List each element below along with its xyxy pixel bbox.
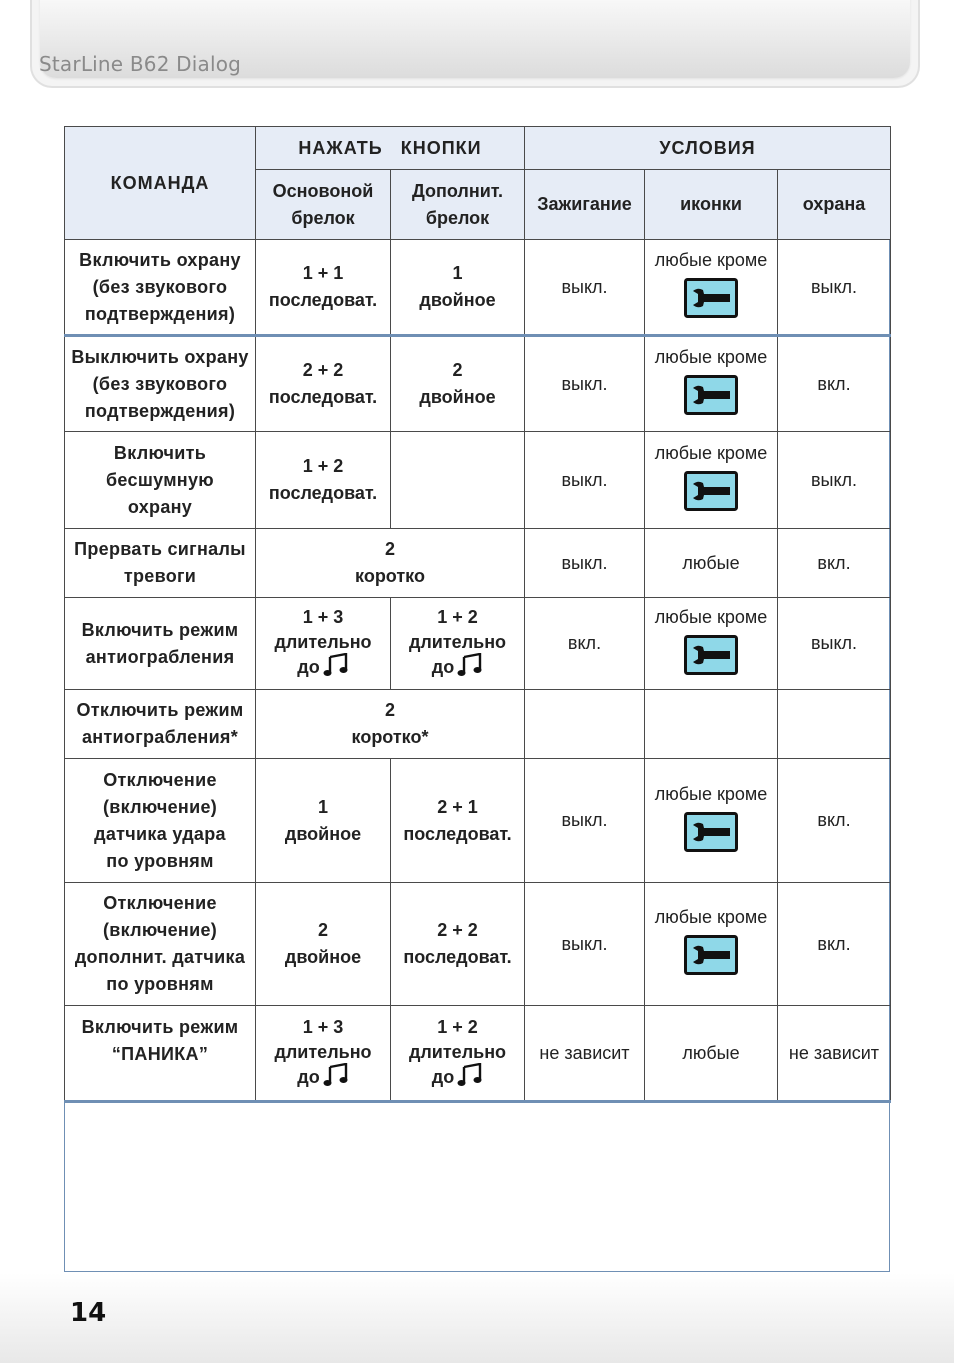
icons-cell	[645, 336, 778, 432]
icons-cell	[645, 432, 778, 529]
ignition-cell	[525, 690, 645, 759]
command-line: Прервать сигналы	[74, 539, 246, 559]
command-line: Отключить режим	[76, 700, 244, 720]
button-combo: 2	[317, 920, 328, 940]
button-combo: 2	[384, 700, 395, 720]
guard-cell: вкл.	[778, 759, 891, 883]
header-icons: иконки	[645, 170, 778, 240]
command-cell	[65, 432, 256, 529]
command-line: подтверждения)	[84, 303, 236, 324]
guard-cell: выкл.	[778, 598, 891, 690]
button-mode: двойное	[284, 823, 362, 844]
command-cell	[65, 529, 256, 598]
main-fob-cell	[256, 336, 391, 432]
header-ignition: Зажигание	[525, 170, 645, 240]
extra-fob-cell	[391, 598, 525, 690]
extra-fob-cell	[391, 336, 525, 432]
icons-cell	[645, 690, 778, 759]
guard-cell: не зависит	[778, 1006, 891, 1102]
button-mode: последоват.	[268, 290, 378, 310]
extra-fob-cell	[391, 1006, 525, 1102]
music-note-icon	[457, 653, 483, 683]
header-press-buttons: НАЖАТЬ КНОПКИ	[256, 127, 525, 170]
button-mode: последоват.	[268, 387, 378, 407]
command-line: охрану	[127, 496, 193, 517]
extra-fob-cell	[391, 240, 525, 336]
button-mode: длительно	[408, 632, 507, 652]
guard-cell: вкл.	[778, 529, 891, 598]
command-line: Включить охрану	[79, 249, 241, 270]
guard-cell	[778, 690, 891, 759]
ignition-cell: вкл.	[525, 598, 645, 690]
music-note-icon	[323, 653, 349, 683]
button-mode: двойное	[284, 947, 362, 967]
until-label: до	[431, 1066, 455, 1087]
button-mode: длительно	[274, 632, 372, 652]
table-row	[65, 529, 891, 598]
button-mode: длительно	[408, 1041, 507, 1062]
command-line: бесшумную	[106, 469, 214, 490]
button-mode: коротко	[355, 566, 425, 586]
wrench-icon	[684, 471, 738, 519]
until-label: до	[297, 656, 320, 677]
header-conditions: УСЛОВИЯ	[525, 127, 891, 170]
icons-cell	[645, 759, 778, 883]
button-mode: двойное	[419, 387, 496, 407]
header-main-fob	[256, 170, 391, 240]
wrench-icon	[684, 375, 738, 423]
command-line: Включить режим	[81, 1017, 239, 1037]
wrench-icon	[684, 278, 738, 326]
main-fob-cell	[256, 759, 391, 883]
page-number: 14	[70, 1298, 107, 1328]
button-combo: 1 + 3	[302, 1016, 344, 1037]
icons-cell	[645, 240, 778, 336]
ignition-cell: выкл.	[525, 529, 645, 598]
table-row	[65, 883, 891, 1006]
main-fob-cell	[256, 240, 391, 336]
button-combo: 1 + 2	[437, 1016, 478, 1037]
footer-shade	[0, 1273, 954, 1363]
command-line: Включить режим	[81, 619, 239, 640]
table-row	[65, 598, 891, 690]
command-line: (без звукового	[92, 276, 228, 297]
table-row	[65, 432, 891, 529]
guard-cell: выкл.	[778, 432, 891, 529]
icons-label: любые кроме	[654, 606, 768, 627]
icons-cell: любые	[645, 529, 778, 598]
music-note-icon	[457, 1063, 483, 1093]
button-combo: 2	[452, 360, 463, 380]
table-row	[65, 240, 891, 336]
command-line: (без звукового	[92, 373, 228, 394]
button-combo: 1 + 2	[302, 456, 344, 476]
command-cell	[65, 883, 256, 1006]
command-line: (включение)	[102, 920, 218, 940]
command-line: антиограбления	[85, 646, 235, 667]
ignition-cell: выкл.	[525, 432, 645, 529]
button-combo: 2 + 2	[302, 360, 344, 380]
until-signal	[256, 1063, 390, 1093]
command-line: тревоги	[123, 566, 197, 586]
icons-label: любые кроме	[654, 347, 768, 367]
extra-fob-cell	[391, 759, 525, 883]
button-combo: 1	[317, 796, 328, 817]
header-main-fob-line2: брелок	[291, 207, 355, 228]
command-line: по уровням	[106, 974, 214, 994]
both-fobs-cell	[256, 690, 525, 759]
header-guard: охрана	[778, 170, 891, 240]
guard-cell: выкл.	[778, 240, 891, 336]
button-mode: двойное	[419, 290, 496, 310]
command-table	[64, 126, 891, 1103]
guard-cell: вкл.	[778, 336, 891, 432]
wrench-icon	[684, 635, 738, 683]
command-line: Отключение	[103, 769, 217, 790]
header-extra-fob-line2: брелок	[425, 207, 490, 228]
main-fob-cell	[256, 1006, 391, 1102]
header-command: КОМАНДА	[65, 127, 256, 240]
until-signal	[256, 653, 390, 683]
command-line: дополнит. датчика	[74, 947, 246, 967]
command-line: “ПАНИКА”	[111, 1044, 209, 1064]
extra-fob-cell	[391, 432, 525, 529]
button-combo: 2 + 2	[437, 920, 478, 940]
extra-fob-cell	[391, 883, 525, 1006]
button-combo: 2	[384, 539, 395, 559]
table-row	[65, 336, 891, 432]
header-extra-fob-line1: Дополнит.	[411, 180, 504, 201]
command-line: (включение)	[102, 796, 218, 817]
button-mode: длительно	[274, 1041, 372, 1062]
header-main-fob-line1: Основоной	[272, 180, 374, 201]
icons-cell	[645, 598, 778, 690]
table-row	[65, 690, 891, 759]
both-fobs-cell	[256, 529, 525, 598]
command-line: Выключить охрану	[71, 346, 249, 367]
command-cell	[65, 240, 256, 336]
until-signal	[391, 653, 524, 683]
button-combo: 1 + 1	[302, 263, 344, 283]
main-fob-cell	[256, 598, 391, 690]
button-mode: коротко*	[351, 727, 429, 747]
command-line: датчика удара	[94, 823, 226, 844]
ignition-cell: выкл.	[525, 336, 645, 432]
icons-label: любые кроме	[654, 783, 768, 804]
wrench-icon	[684, 935, 738, 983]
icons-label: любые кроме	[654, 907, 768, 927]
button-combo: 2 + 1	[437, 796, 478, 817]
command-cell	[65, 336, 256, 432]
command-cell	[65, 690, 256, 759]
until-label: до	[431, 656, 455, 677]
until-label: до	[297, 1066, 320, 1087]
guard-cell: вкл.	[778, 883, 891, 1006]
until-signal	[391, 1063, 524, 1093]
icons-label: любые кроме	[654, 250, 768, 270]
command-line: подтверждения)	[84, 400, 236, 421]
ignition-cell: выкл.	[525, 759, 645, 883]
icons-label: любые кроме	[654, 443, 768, 463]
command-line: Отключение	[103, 893, 217, 913]
button-mode: последоват.	[403, 823, 512, 844]
icons-cell: любые	[645, 1006, 778, 1102]
ignition-cell: выкл.	[525, 883, 645, 1006]
button-combo: 1 + 2	[437, 607, 478, 627]
ignition-cell: выкл.	[525, 240, 645, 336]
icons-cell	[645, 883, 778, 1006]
main-fob-cell	[256, 432, 391, 529]
command-line: Включить	[113, 442, 207, 463]
command-cell	[65, 1006, 256, 1102]
command-cell	[65, 759, 256, 883]
button-combo: 1 + 3	[302, 607, 344, 627]
button-mode: последоват.	[268, 483, 378, 503]
ignition-cell: не зависит	[525, 1006, 645, 1102]
command-line: по уровням	[106, 850, 214, 871]
main-fob-cell	[256, 883, 391, 1006]
table-row	[65, 1006, 891, 1102]
page-header-title: StarLine B62 Dialog	[39, 52, 242, 76]
wrench-icon	[684, 812, 738, 860]
button-mode: последоват.	[403, 947, 512, 967]
button-combo: 1	[452, 263, 463, 283]
header-extra-fob	[391, 170, 525, 240]
table-row	[65, 759, 891, 883]
command-cell	[65, 598, 256, 690]
music-note-icon	[323, 1063, 349, 1093]
command-line: антиограбления*	[81, 727, 239, 747]
